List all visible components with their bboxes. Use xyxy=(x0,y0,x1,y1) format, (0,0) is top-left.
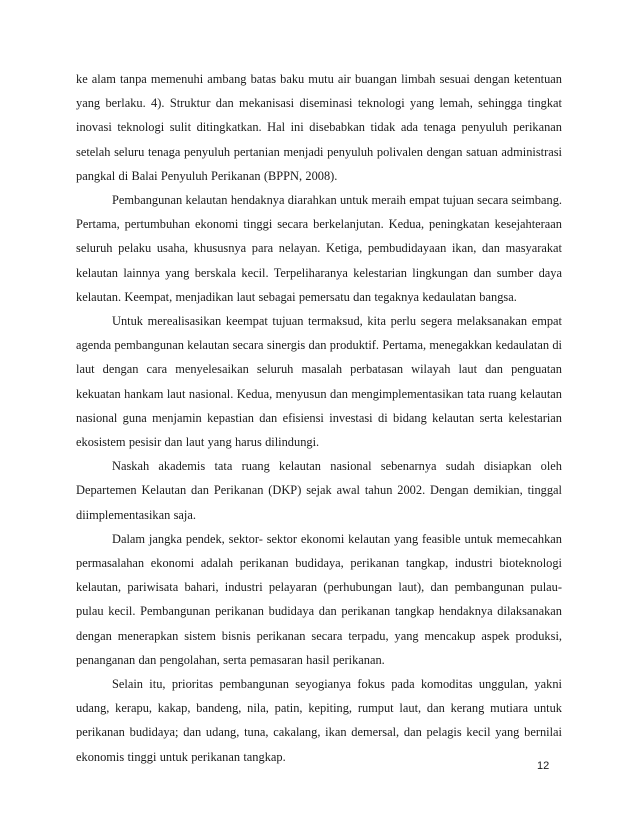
paragraph-2: Pembangunan kelautan hendaknya diarahkan untuk meraih empat tujuan secara seimbang. Pertama, pertumbuhan ekonomi tinggi secara berkelanjutan. Kedua, peningkatan kesejahteraan seluruh pelaku usaha, khususnya para nelayan. Ketiga, pembudidayaan ikan, dan masyarakat kelautan lainnya yang berskala kecil. Terpeliharanya kelestarian lingkungan dan sumber daya kelautan. Keempat, menjadikan laut sebagai pemersatu dan tegaknya kedaulatan bangsa. xyxy=(76,193,562,304)
paragraph-5: Dalam jangka pendek, sektor- sektor ekonomi kelautan yang feasible untuk memecahkan permasalahan ekonomi adalah perikanan budidaya, perikanan tangkap, industri bioteknologi kelautan, pariwisata bahari, industri pelayaran (perhubungan laut), dan pembangunan pulau-pulau kecil. Pembangunan perikanan budidaya dan perikanan tangkap hendaknya dilaksanakan dengan menerapkan sistem bisnis perikanan secara terpadu, yang mencakup aspek produksi, penanganan dan pengolahan, serta pemasaran hasil perikanan. xyxy=(76,531,562,667)
body-text xyxy=(76,67,562,769)
paragraph-3: Untuk merealisasikan keempat tujuan termaksud, kita perlu segera melaksanakan empat agenda pembangunan kelautan secara sinergis dan produktif. Pertama, menegakkan kedaulatan di laut dengan cara menyelesaikan seluruh masalah perbatasan wilayah laut dan penguatan kekuatan hankam laut nasional. Kedua, menyusun dan mengimplementasikan tata ruang kelautan nasional guna menjamin kepastian dan efisiensi investasi di bidang kelautan serta kelestarian ekosistem pesisir dan laut yang harus dilindungi. xyxy=(76,314,562,450)
paragraph-1: ke alam tanpa memenuhi ambang batas baku mutu air buangan limbah sesuai dengan ketentuan yang berlaku. 4). Struktur dan mekanisasi diseminasi teknologi yang lemah, sehingga tingkat inovasi teknologi sulit ditingkatkan. Hal ini disebabkan tidak ada tenaga penyuluh perikanan setelah seluru tenaga penyuluh pertanian menjadi penyuluh polivalen dengan satuan administrasi pangkal di Balai Penyuluh Perikanan (BPPN, 2008). xyxy=(76,72,562,183)
page-number: 12 xyxy=(537,760,550,772)
paragraph-6: Selain itu, prioritas pembangunan seyogianya fokus pada komoditas unggulan, yakni udang, kerapu, kakap, bandeng, nila, patin, kepiting, rumput laut, dan kerang mutiara untuk perikanan budidaya; dan udang, tuna, cakalang, ikan demersal, dan pelagis kecil yang bernilai ekonomis tinggi untuk perikanan tangkap. xyxy=(76,677,562,764)
paragraph-4: Naskah akademis tata ruang kelautan nasional sebenarnya sudah disiapkan oleh Departemen Kelautan dan Perikanan (DKP) sejak awal tahun 2002. Dengan demikian, tinggal diimplementasikan saja. xyxy=(76,459,562,522)
